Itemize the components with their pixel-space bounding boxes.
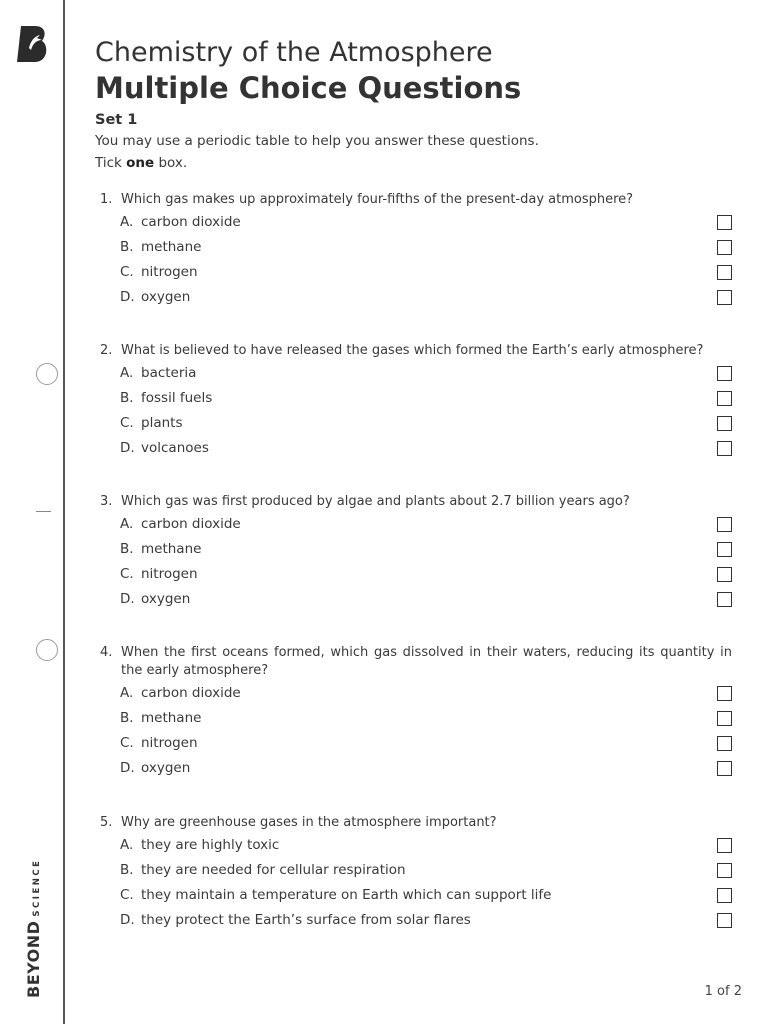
- option-text: they maintain a temperature on Earth which can support life: [141, 886, 552, 903]
- punch-hole-top: [36, 363, 58, 385]
- option-d: D. they protect the Earth’s surface from solar flares: [100, 907, 732, 932]
- option-d: D. oxygen: [100, 755, 732, 780]
- option-text: bacteria: [141, 364, 197, 381]
- option-text: carbon dioxide: [141, 684, 241, 701]
- checkbox[interactable]: [717, 567, 732, 582]
- checkbox[interactable]: [717, 517, 732, 532]
- checkbox[interactable]: [717, 761, 732, 776]
- option-text: fossil fuels: [141, 389, 213, 406]
- margin-line: [63, 0, 65, 1024]
- option-text: they are needed for cellular respiration: [141, 861, 406, 878]
- beyond-logo-icon: [15, 24, 51, 64]
- option-text: plants: [141, 414, 183, 431]
- instruction-tick: Tick one box.: [95, 155, 188, 171]
- question-number: 1.: [100, 192, 113, 207]
- option-a: A. carbon dioxide: [100, 511, 732, 536]
- checkbox[interactable]: [717, 542, 732, 557]
- question-text: Which gas makes up approximately four-fifths of the present-day atmosphere?: [121, 192, 634, 207]
- option-b: B. methane: [100, 705, 732, 730]
- page-number: 1 of 2: [704, 984, 742, 999]
- option-text: carbon dioxide: [141, 213, 241, 230]
- question-text: Why are greenhouse gases in the atmosphere important?: [121, 815, 497, 830]
- option-a: A. carbon dioxide: [100, 680, 732, 705]
- option-text: oxygen: [141, 288, 191, 305]
- option-text: oxygen: [141, 759, 191, 776]
- option-c: C. plants: [100, 410, 732, 435]
- brand-sub: SCIENCE: [32, 858, 42, 917]
- option-text: oxygen: [141, 590, 191, 607]
- option-text: nitrogen: [141, 263, 198, 280]
- checkbox[interactable]: [717, 888, 732, 903]
- question-4: [100, 644, 732, 780]
- checkbox[interactable]: [717, 838, 732, 853]
- option-text: methane: [141, 540, 202, 557]
- option-d: D. volcanoes: [100, 435, 732, 460]
- checkbox[interactable]: [717, 913, 732, 928]
- checkbox[interactable]: [717, 711, 732, 726]
- checkbox[interactable]: [717, 736, 732, 751]
- option-b: B. fossil fuels: [100, 385, 732, 410]
- option-c: C. they maintain a temperature on Earth which can support life: [100, 882, 732, 907]
- checkbox[interactable]: [717, 441, 732, 456]
- question-number: 5.: [100, 815, 113, 830]
- checkbox[interactable]: [717, 416, 732, 431]
- question-text: What is believed to have released the gases which formed the Earth’s early atmosphere?: [121, 343, 704, 358]
- checkbox[interactable]: [717, 265, 732, 280]
- option-b: B. methane: [100, 234, 732, 259]
- set-label: Set 1: [95, 112, 138, 128]
- option-text: they protect the Earth’s surface from solar flares: [141, 911, 471, 928]
- question-text: Which gas was first produced by algae and plants about 2.7 billion years ago?: [121, 494, 630, 509]
- worksheet-header: [95, 36, 731, 174]
- question-3: [100, 493, 732, 611]
- brand-wordmark: [24, 859, 43, 998]
- option-c: C. nitrogen: [100, 259, 732, 284]
- option-d: D. oxygen: [100, 284, 732, 309]
- checkbox[interactable]: [717, 240, 732, 255]
- question-number: 2.: [100, 343, 113, 358]
- page-title: Chemistry of the Atmosphere: [95, 37, 493, 68]
- question-number: 4.: [100, 645, 113, 660]
- brand-main: BEYOND: [24, 920, 43, 998]
- checkbox[interactable]: [717, 863, 732, 878]
- option-text: volcanoes: [141, 439, 209, 456]
- option-text: carbon dioxide: [141, 515, 241, 532]
- option-c: C. nitrogen: [100, 561, 732, 586]
- option-b: B. methane: [100, 536, 732, 561]
- checkbox[interactable]: [717, 391, 732, 406]
- option-text: nitrogen: [141, 734, 198, 751]
- punch-hole-bottom: [36, 639, 58, 661]
- option-a: A. bacteria: [100, 360, 732, 385]
- checkbox[interactable]: [717, 366, 732, 381]
- option-b: B. they are needed for cellular respiration: [100, 857, 732, 882]
- option-text: nitrogen: [141, 565, 198, 582]
- checkbox[interactable]: [717, 686, 732, 701]
- question-1: [100, 191, 732, 309]
- option-text: they are highly toxic: [141, 836, 280, 853]
- checkbox[interactable]: [717, 215, 732, 230]
- question-2: [100, 342, 732, 460]
- question-text: When the first oceans formed, which gas dissolved in their waters, reducing its quantity in the early atmosphere?: [121, 645, 732, 678]
- instruction-periodic-table: You may use a periodic table to help you answer these questions.: [95, 133, 539, 149]
- question-number: 3.: [100, 494, 113, 509]
- page-subtitle: Multiple Choice Questions: [95, 71, 522, 105]
- question-5: [100, 814, 732, 932]
- option-text: methane: [141, 238, 202, 255]
- option-d: D. oxygen: [100, 586, 732, 611]
- option-a: A. carbon dioxide: [100, 209, 732, 234]
- checkbox[interactable]: [717, 592, 732, 607]
- checkbox[interactable]: [717, 290, 732, 305]
- fold-mark: [36, 511, 51, 512]
- option-text: methane: [141, 709, 202, 726]
- option-c: C. nitrogen: [100, 730, 732, 755]
- option-a: A. they are highly toxic: [100, 832, 732, 857]
